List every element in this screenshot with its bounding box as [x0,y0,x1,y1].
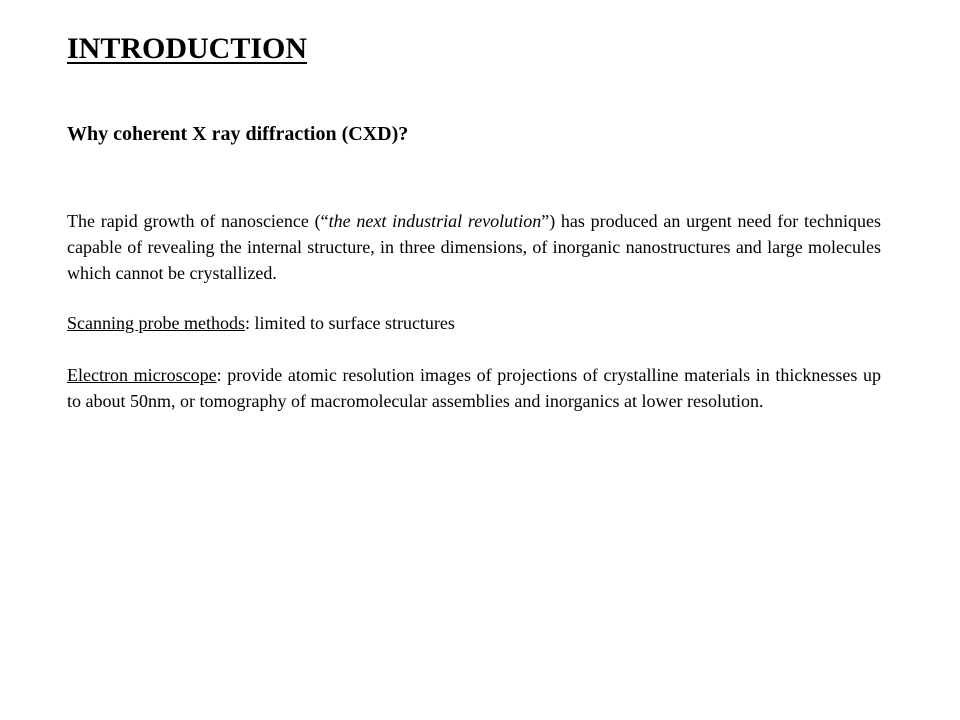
electron-microscope-term: Electron microscope [67,365,217,385]
intro-text-before: The rapid growth of nanoscience (“ [67,211,329,231]
scanning-probe-term: Scanning probe methods [67,313,245,333]
scanning-probe-description: : limited to surface structures [244,313,455,333]
slide-content [67,0,881,720]
intro-paragraph [67,208,881,286]
electron-microscope-paragraph [67,362,881,414]
intro-quote: the next industrial revolution [328,211,542,231]
intro-text-after: ”) has produced an urgent need for techniques capable of revealing the internal structure, in three dimensions, of inorganic nanostructures and large molecules which cannot be crystallized. [67,211,881,283]
slide-subtitle: Why coherent X ray diffraction (CXD)? [67,123,409,145]
scanning-probe-paragraph [67,310,881,336]
electron-microscope-description: : provide atomic resolution images of projections of crystalline materials in thicknesses up to about 50nm, or tomography of macromolecular assemblies and inorganics at lower resolution. [67,365,881,411]
slide-title: INTRODUCTION [67,32,308,65]
